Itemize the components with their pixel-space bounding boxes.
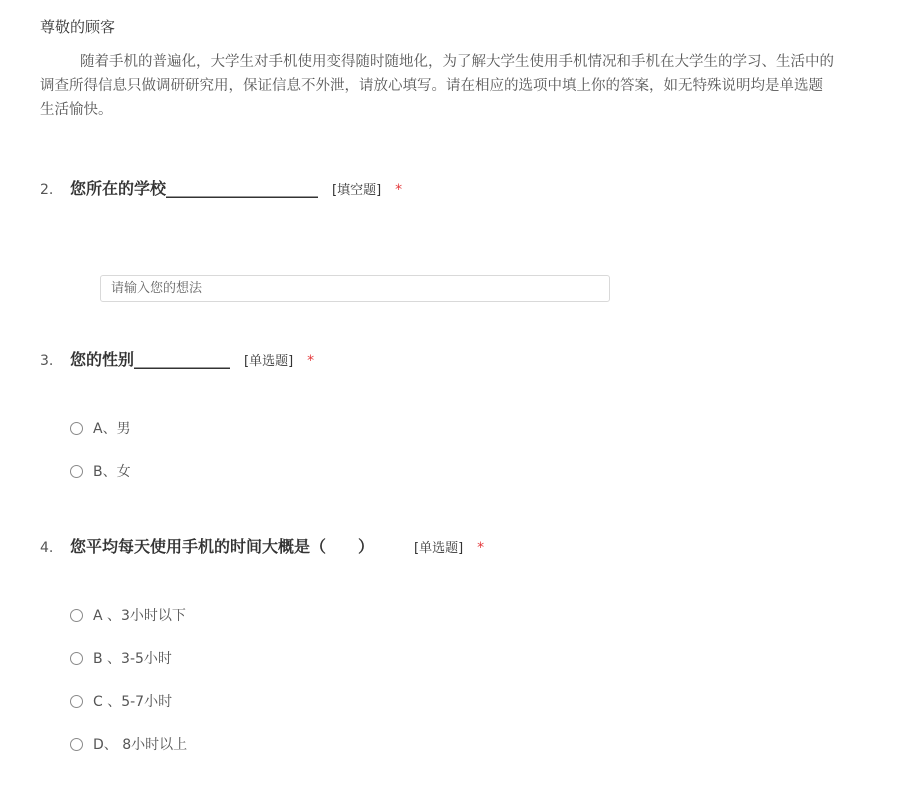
question-type-badge: [填空题] [332, 183, 382, 198]
survey-intro [40, 50, 900, 122]
option-label: D、 8小时以上 [93, 737, 188, 753]
question-title: 您所在的学校___________________ [70, 179, 319, 198]
question-school [40, 176, 402, 199]
option-label: B 、3-5小时 [93, 651, 172, 667]
intro-line: 随着手机的普遍化，大学生对手机使用变得随时随地化，为了解大学生使用手机情况和手机在大学生的学习、生活中的 [80, 54, 834, 70]
time-option-d[interactable] [70, 734, 187, 754]
radio-button[interactable] [70, 738, 83, 751]
intro-line: 调查所得信息只做调研研究用，保证信息不外泄，请放心填写。请在相应的选项中填上你的答案，如无特殊说明均是单选题 [40, 78, 823, 94]
question-type-badge: [单选题] [244, 354, 294, 369]
time-option-c[interactable] [70, 691, 172, 711]
required-marker: * [395, 182, 403, 198]
time-option-a[interactable] [70, 605, 186, 625]
gender-option-female[interactable] [70, 461, 131, 481]
radio-button[interactable] [70, 609, 83, 622]
time-option-b[interactable] [70, 648, 172, 668]
greeting-text: 尊敬的顾客 [40, 18, 116, 36]
radio-button[interactable] [70, 652, 83, 665]
question-gender [40, 347, 314, 370]
question-number: 2. [40, 182, 54, 198]
gender-option-male[interactable] [70, 418, 131, 438]
radio-button[interactable] [70, 695, 83, 708]
radio-button[interactable] [70, 465, 83, 478]
question-phone-time [40, 534, 484, 557]
option-label: A 、3小时以下 [93, 608, 186, 624]
question-number: 4. [40, 540, 54, 556]
question-number: 3. [40, 353, 54, 369]
radio-button[interactable] [70, 422, 83, 435]
required-marker: * [307, 353, 315, 369]
intro-line: 生活愉快。 [40, 102, 113, 118]
question-title: 您平均每天使用手机的时间大概是（ ） [70, 537, 375, 556]
question-title: 您的性别____________ [70, 350, 231, 369]
option-label: B、女 [93, 464, 131, 480]
option-label: C 、5-7小时 [93, 694, 173, 710]
option-label: A、男 [93, 421, 131, 437]
school-input[interactable] [100, 275, 610, 302]
question-type-badge: [单选题] [414, 541, 464, 556]
required-marker: * [477, 540, 485, 556]
